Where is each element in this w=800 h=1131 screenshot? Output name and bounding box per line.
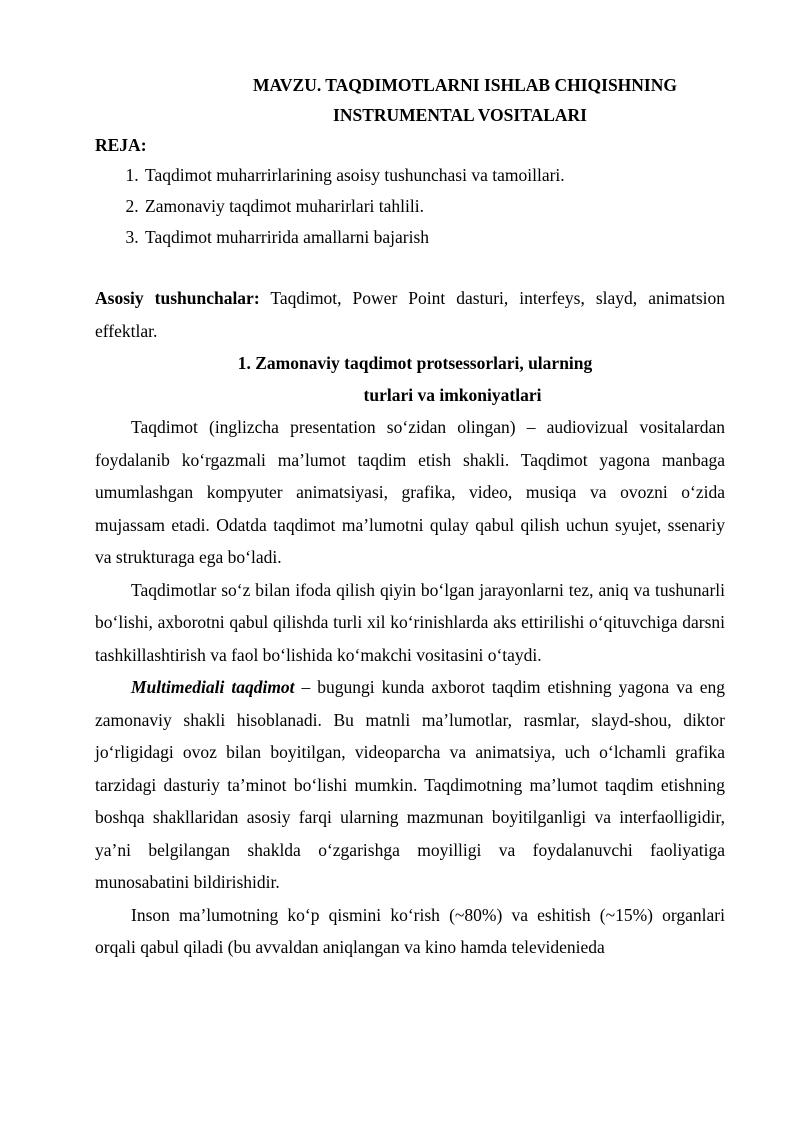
key-concepts-label: Asosiy tushunchalar:: [95, 288, 260, 308]
plan-item: 1. Taqdimot muharrirlarining asoisy tushunchasi va tamoillari.: [143, 160, 725, 191]
body-paragraph-1: Taqdimot (inglizcha presentation so‘zidan olingan) – audiovizual vositalardan foydalanib ko‘rgazmali ma’lumot taqdim etish shakli. Taqdimot yagona manbaga umumlashgan kompyuter animatsiyasi, grafika, video, musiqa va ovozni o‘zida mujassam etadi. Odatda taqdimot ma’lumotni qulay qabul qilish uchun syujet, ssenariy va strukturaga ega bo‘ladi.: [95, 417, 725, 567]
key-concepts-text: Taqdimot, Power Point dasturi, interfeys, slayd, animatsion effektlar.: [95, 288, 725, 341]
body-paragraph-3-text: – bugungi kunda axborot taqdim etishning yagona va eng zamonaviy shakli hisoblanadi. Bu matnli ma’lumotlar, rasmlar, slayd-shou, diktor jo‘rligidagi ovoz bilan boyitilgan, videoparcha va animatsiya, uch o‘lchamli grafika tarzidagi dasturiy ta’minot bo‘lishi mumkin. Taqdimotning ma’lumot taqdim etishning boshqa shakllaridan asosiy farqi ularning mazmunan boyitilganligi va interfaolligidir, ya’ni belgilangan shaklda o‘zgarishga moyilligi va foydalanuvchi faoliyatiga munosabatini bildirishidir.: [95, 677, 725, 892]
term-multimedia-presentation: Multimediali taqdimot: [131, 677, 295, 697]
plan-item: 3. Taqdimot muharririda amallarni bajarish: [143, 222, 725, 253]
plan-list: [95, 160, 725, 253]
section-heading-line-1: 1. Zamonaviy taqdimot protsessorlari, ularning: [237, 353, 593, 373]
plan-item: 2. Zamonaviy taqdimot muharirlari tahlili.: [143, 191, 725, 222]
body-paragraph-3: [95, 671, 725, 899]
section-heading-line-2: turlari va imkoniyatlari: [363, 385, 542, 405]
document-title-line-1: MAVZU. TAQDIMOTLARNI ISHLAB CHIQISHNING: [253, 75, 677, 95]
plan-heading: REJA:: [95, 135, 147, 155]
document-page: [95, 70, 725, 964]
key-concepts-paragraph: [95, 282, 725, 347]
document-title-line-2: INSTRUMENTAL VOSITALARI: [333, 105, 587, 125]
body-paragraph-4: Inson ma’lumotning ko‘p qismini ko‘rish (~80%) va eshitish (~15%) organlari orqali qabul qiladi (bu avvaldan aniqlangan va kino hamda televidenieda: [95, 904, 725, 957]
body-paragraph-2: Taqdimotlar so‘z bilan ifoda qilish qiyin bo‘lgan jarayonlarni tez, aniq va tushunarli bo‘lishi, axborotni qabul qilishda turli xil ko‘rinishlarda aks ettirilishi o‘qituvchiga darsni tashkillashtirish va faol bo‘lishida ko‘makchi vositasini o‘taydi.: [95, 579, 725, 665]
